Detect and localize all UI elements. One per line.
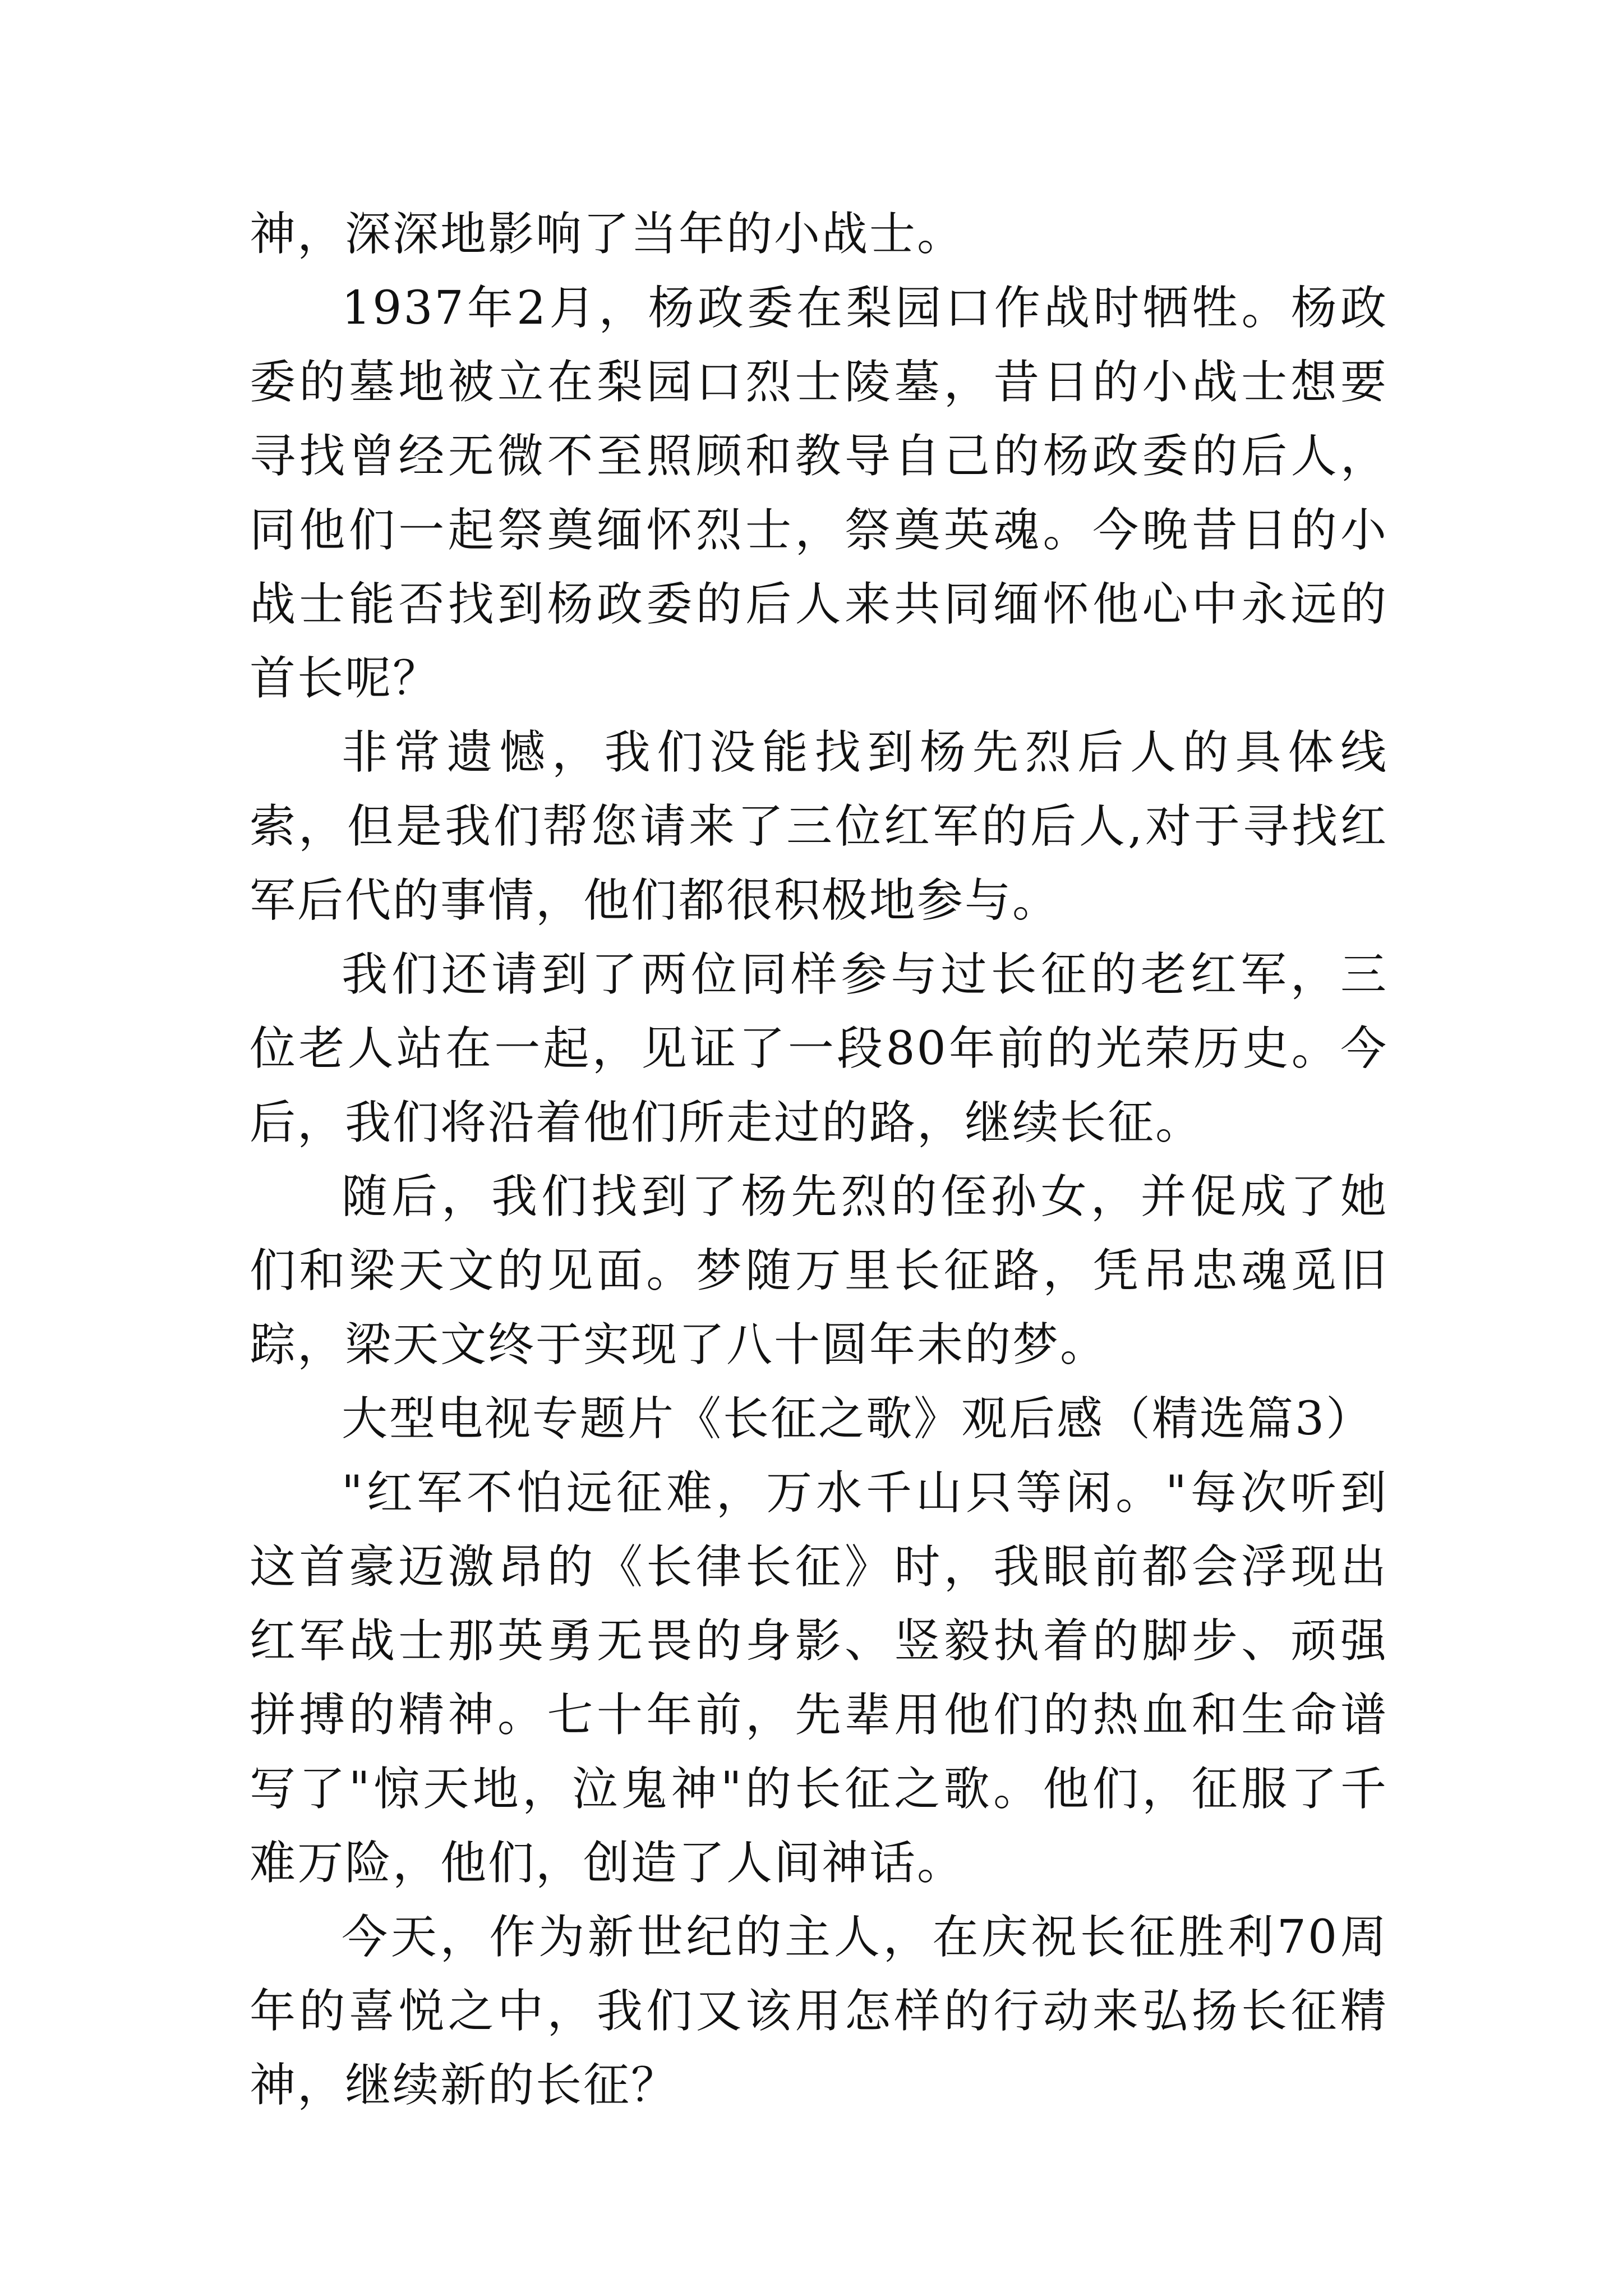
paragraph-3: 非常遗憾，我们没能找到杨先烈后人的具体线索，但是我们帮您请来了三位红军的后人,对于寻找红军后代的事情，他们都很积极地参与。 xyxy=(250,726,1388,927)
document-body xyxy=(250,197,1388,2123)
paragraph-2: 1937年2月，杨政委在梨园口作战时牺牲。杨政委的墓地被立在梨园口烈士陵墓，昔日的小战士想要寻找曾经无微不至照顾和教导自己的杨政委的后人，同他们一起祭奠缅怀烈士，祭奠英魂。今晚昔日的小战士能否找到杨政委的后人来共同缅怀他心中永远的首长呢？ xyxy=(250,282,1388,705)
paragraph-7: 今天，作为新世纪的主人，在庆祝长征胜利70周年的喜悦之中，我们又该用怎样的行动来弘扬长征精神，继续新的长征？ xyxy=(250,1911,1388,2112)
paragraph-1: 神，深深地影响了当年的小战士。 xyxy=(250,208,965,261)
paragraph-5: 随后，我们找到了杨先烈的侄孙女，并促成了她们和梁天文的见面。梦随万里长征路，凭吊忠魂觅旧踪，梁天文终于实现了八十圆年未的梦。 xyxy=(250,1170,1388,1372)
paragraph-6: "红军不怕远征难，万水千山只等闲。"每次听到这首豪迈激昂的《长律长征》时，我眼前都会浮现出红军战士那英勇无畏的身影、竖毅执着的脚步、顽强拼搏的精神。七十年前，先辈用他们的热血和生命谱写了"惊天地，泣鬼神"的长征之歌。他们，征服了千难万险，他们，创造了人间神话。 xyxy=(250,1466,1388,1890)
paragraph-4: 我们还请到了两位同样参与过长征的老红军，三位老人站在一起，见证了一段80年前的光荣历史。今后，我们将沿着他们所走过的路，继续长征。 xyxy=(250,948,1388,1149)
section-heading: 大型电视专题片《长征之歌》观后感（精选篇3） xyxy=(342,1392,1374,1446)
